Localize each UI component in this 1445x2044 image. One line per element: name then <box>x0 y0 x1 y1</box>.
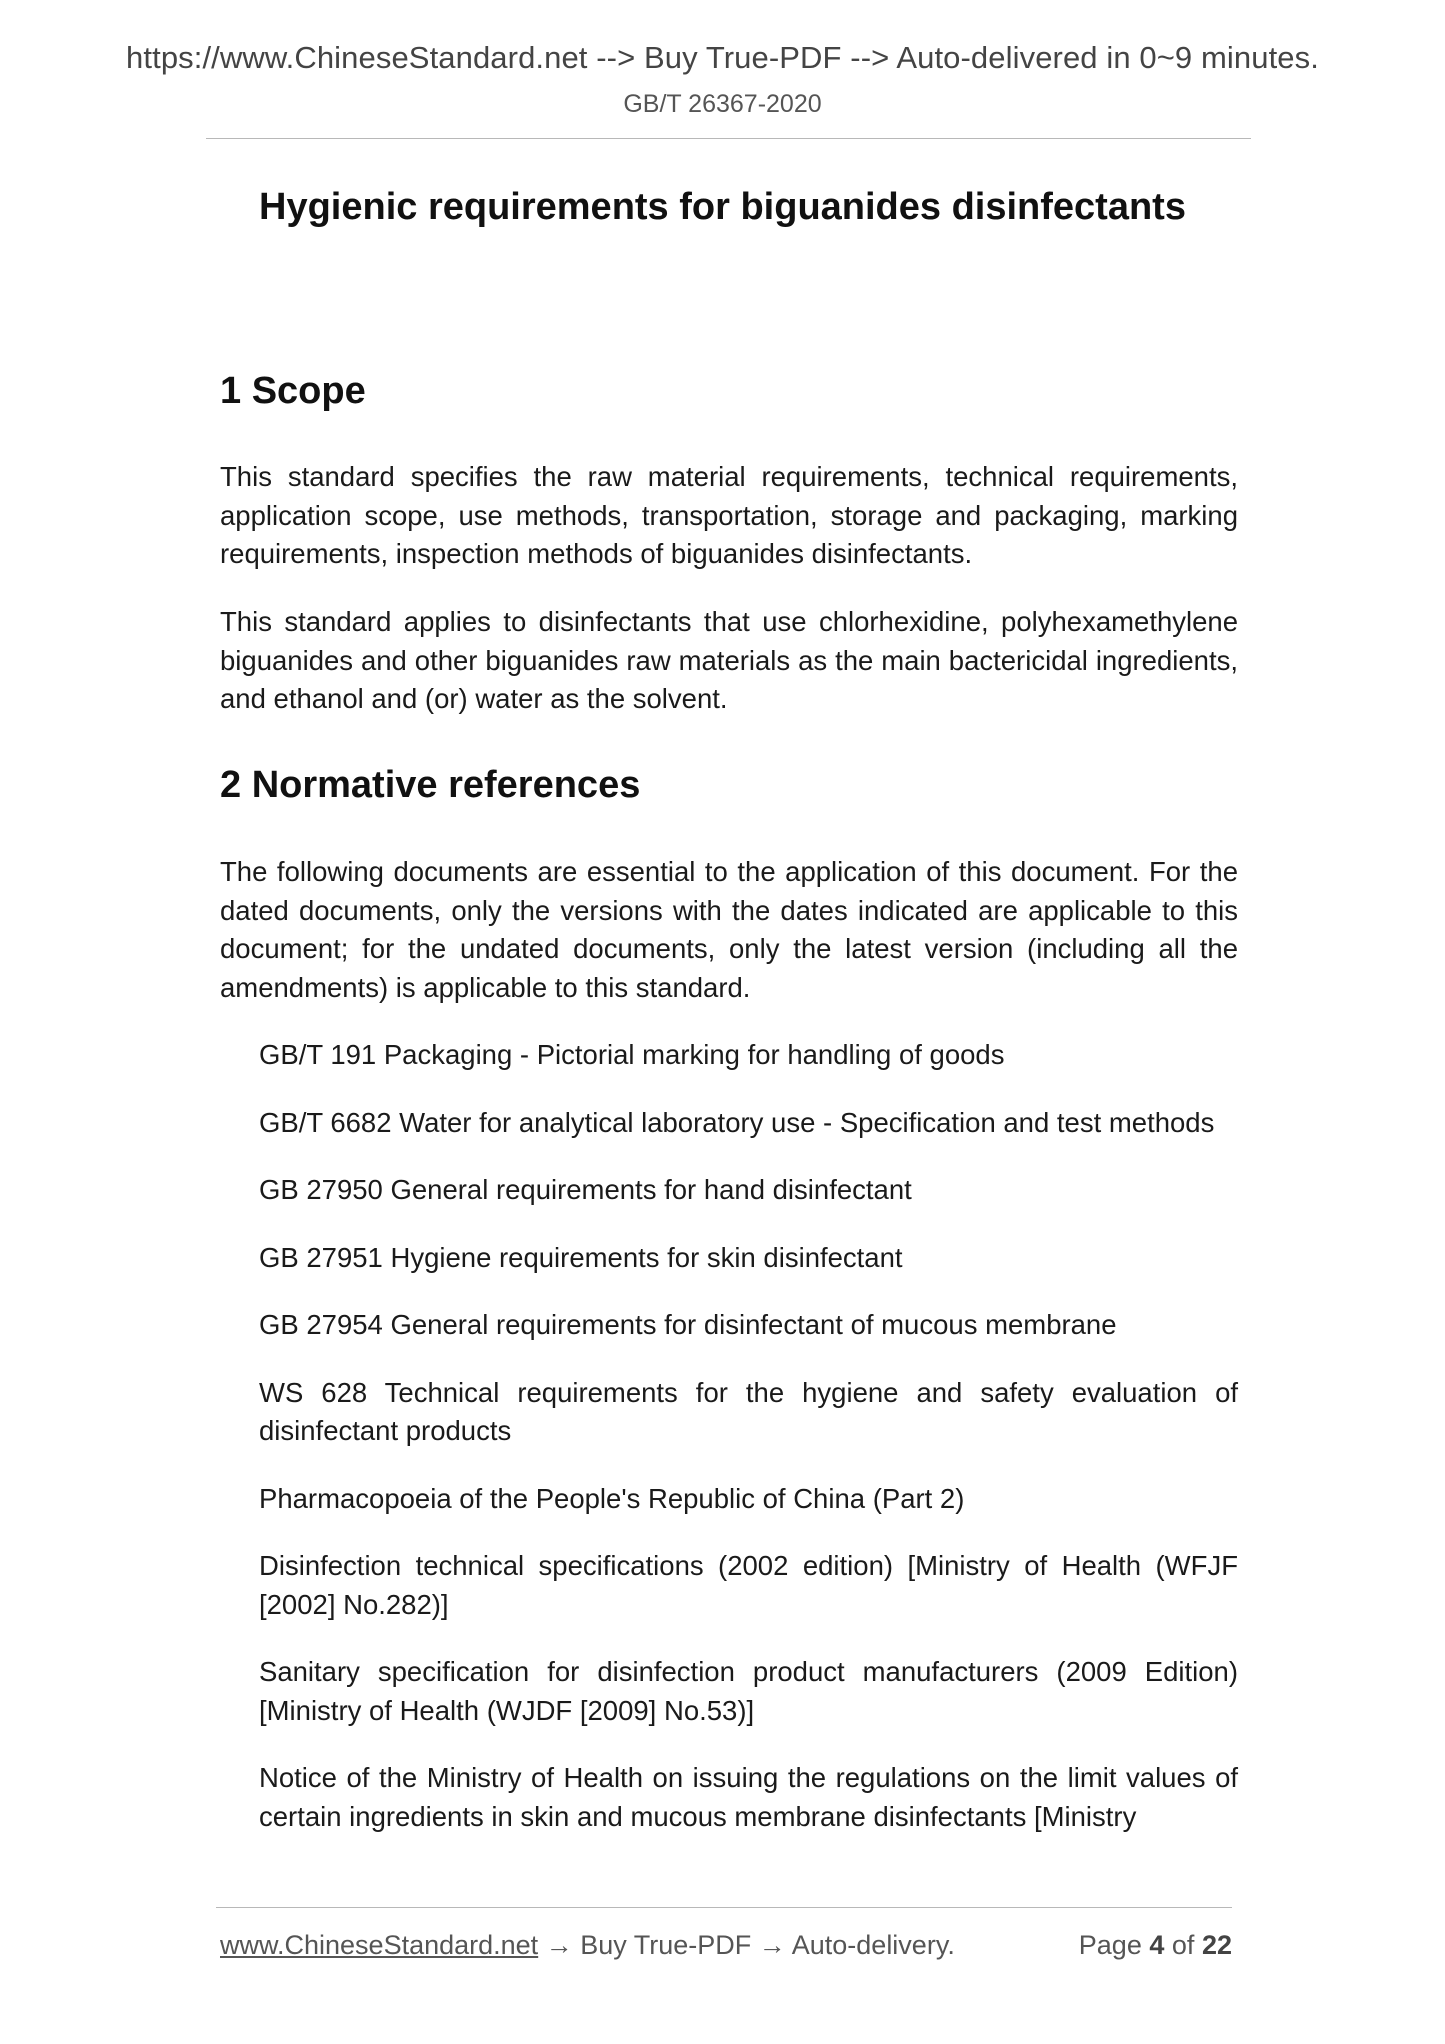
reference-item: WS 628 Technical requirements for the hygiene and safety evaluation of disinfectant products <box>259 1376 1238 1446</box>
footer-site-link[interactable]: www.ChineseStandard.net <box>220 1930 539 1960</box>
reference-item: Notice of the Ministry of Health on issuing the regulations on the limit values of certain ingredients in skin and mucous membrane disinfectants [Ministry <box>259 1762 1238 1832</box>
scope-paragraph-1-block <box>220 458 1238 574</box>
scope-paragraph-2-block <box>220 603 1238 719</box>
scope-paragraph-2: This standard applies to disinfectants that use chlorhexidine, polyhexamethylene biguanides and other biguanides raw materials as the main bactericidal ingredients, and ethanol and (or) water as the solvent. <box>220 606 1238 714</box>
footer-divider <box>216 1907 1232 1908</box>
normative-heading-block <box>220 764 1238 807</box>
reference-item: Sanitary specification for disinfection product manufacturers (2009 Edition) [Ministry of Health (WJDF [2009] No.53)] <box>259 1656 1238 1726</box>
scope-paragraph-1: This standard specifies the raw material requirements, technical requirements, application scope, use methods, transportation, storage and packaging, marking requirements, inspection methods of biguanides disinfectants. <box>220 461 1238 569</box>
reference-item: Pharmacopoeia of the People's Republic of China (Part 2) <box>259 1482 965 1514</box>
footer-tagline: → Buy True-PDF → Auto-delivery. <box>538 1930 955 1960</box>
page-number-indicator <box>1079 1930 1232 1961</box>
normative-intro-paragraph: The following documents are essential to the application of this document. For the dated documents, only the versions with the dates indicated are applicable to this document; for the undated documents, only the latest version (including all the amendments) is applicable to this standard. <box>220 856 1238 1003</box>
page-title: Hygienic requirements for biguanides disinfectants <box>259 186 1186 228</box>
reference-list <box>259 1036 1238 1865</box>
reference-item: GB 27954 General requirements for disinfectant of mucous membrane <box>259 1309 1117 1340</box>
document-code: GB/T 26367-2020 <box>623 90 822 118</box>
reference-item: GB 27950 General requirements for hand disinfectant <box>259 1174 912 1205</box>
reference-item: GB/T 6682 Water for analytical laboratory use - Specification and test methods <box>259 1106 1215 1138</box>
reference-item: Disinfection technical specifications (2002 edition) [Ministry of Health (WFJF [2002] No.282)] <box>259 1550 1238 1620</box>
reference-item: GB/T 191 Packaging - Pictorial marking for handling of goods <box>259 1039 1005 1070</box>
section-heading-scope: 1 Scope <box>220 370 366 412</box>
scope-heading-block <box>220 370 1238 413</box>
normative-intro-block <box>220 853 1238 1007</box>
section-heading-normative-references: 2 Normative references <box>220 764 641 806</box>
header-divider <box>206 138 1251 139</box>
of-label: of <box>1171 1930 1195 1960</box>
current-page-number: 4 <box>1149 1930 1165 1960</box>
header-banner: https://www.ChineseStandard.net --> Buy True-PDF --> Auto-delivered in 0~9 minutes. <box>126 40 1319 75</box>
total-page-count: 22 <box>1201 1930 1232 1960</box>
page-footer <box>220 1930 1232 1961</box>
reference-item: GB 27951 Hygiene requirements for skin disinfectant <box>259 1241 903 1273</box>
page-label: Page <box>1078 1930 1142 1960</box>
